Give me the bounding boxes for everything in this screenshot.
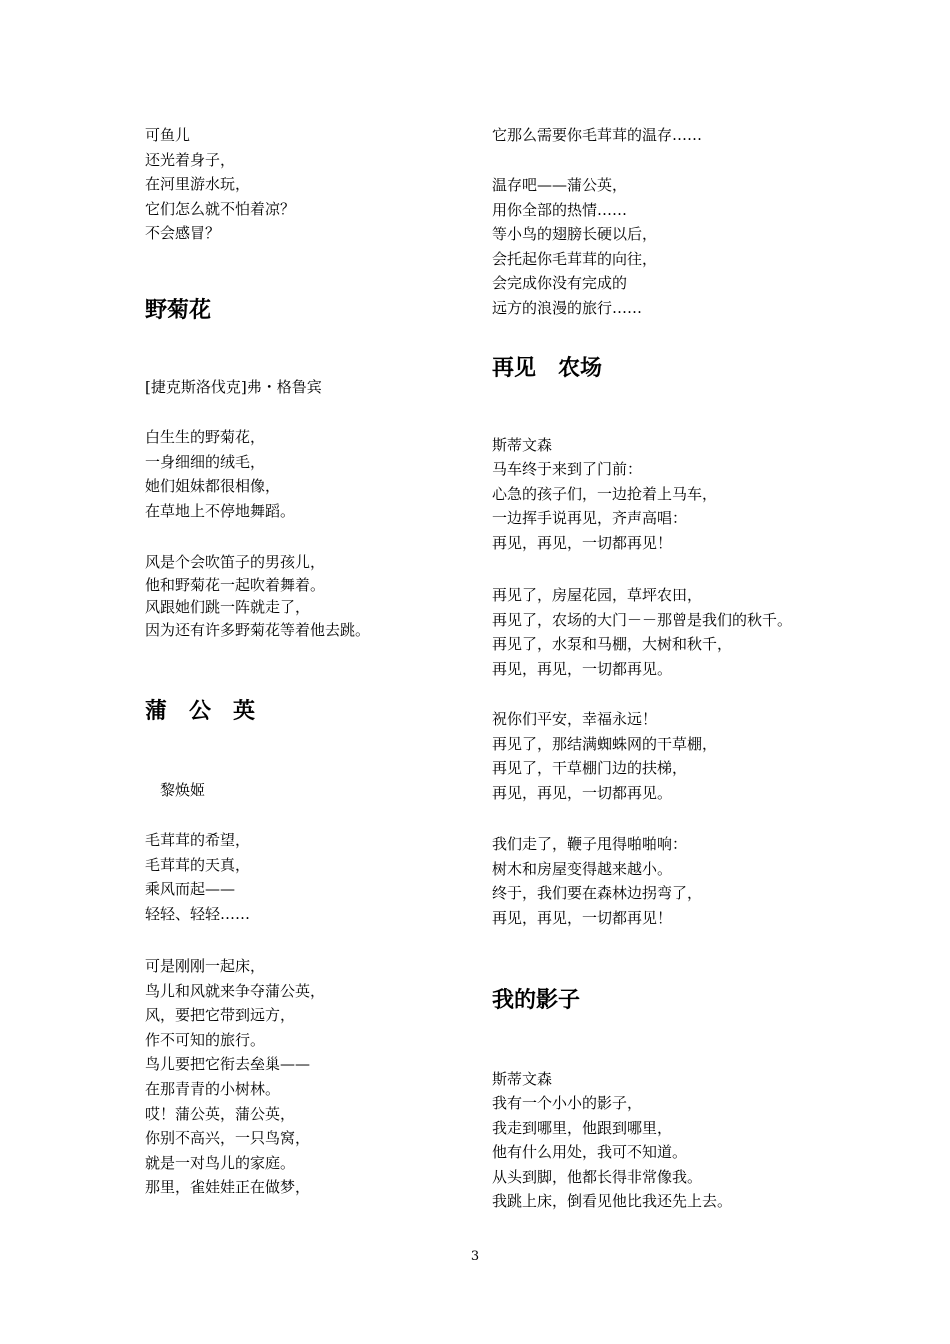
poem-line: 可是刚刚一起床， bbox=[145, 957, 266, 975]
poem-line: 心急的孩子们，一边抢着上马车， bbox=[492, 484, 718, 503]
author-goodbye-farm: 斯蒂文森 bbox=[492, 436, 553, 454]
poem-line: 轻轻、轻轻…… bbox=[145, 904, 251, 923]
dandelion-cont-stanza-b bbox=[492, 173, 657, 321]
poem-line: 在河里游水玩， bbox=[145, 175, 251, 194]
farm-stanza-3 bbox=[492, 707, 717, 805]
poem-line: 再见了，那结满蜘蛛网的干草棚， bbox=[492, 734, 718, 753]
title-my-shadow: 我的影子 bbox=[492, 988, 581, 1013]
poem-line: 一边挥手说再见，齐声高唱： bbox=[492, 509, 688, 528]
poem-line: 我跳上床，倒看见他比我还先上去。 bbox=[492, 1192, 733, 1211]
poem-line: 树木和房屋变得越来越小。 bbox=[492, 859, 673, 878]
poem-line: 再见了，干草棚门边的扶梯， bbox=[492, 759, 688, 778]
poem-line: 风跟她们跳一阵就走了， bbox=[145, 598, 311, 617]
farm-stanza-2 bbox=[492, 583, 792, 681]
farm-stanza-4 bbox=[492, 832, 702, 930]
farm-stanza-1 bbox=[492, 457, 717, 555]
poem-line: 白生生的野菊花， bbox=[145, 428, 266, 446]
poem-line: 鸟儿要把它衔去垒巢—— bbox=[145, 1055, 311, 1074]
dandelion-cont-stanza-a bbox=[492, 123, 702, 148]
poem-line: 祝你们平安，幸福永远！ bbox=[492, 710, 658, 728]
poem-line: 终于，我们要在森林边拐弯了， bbox=[492, 884, 703, 903]
dandelion-stanza-2 bbox=[145, 954, 325, 1200]
poem-line: 一身细细的绒毛， bbox=[145, 452, 266, 471]
poem-line: 马车终于来到了门前： bbox=[492, 460, 643, 478]
poem-line: 在那青青的小树林。 bbox=[145, 1079, 281, 1098]
poem-line: 再见了，农场的大门－－那曾是我们的秋千。 bbox=[492, 610, 793, 629]
poem-line: 在草地上不停地舞蹈。 bbox=[145, 501, 296, 520]
poem-line: 会托起你毛茸茸的向往， bbox=[492, 249, 658, 268]
poem-line: 我走到哪里，他跟到哪里， bbox=[492, 1118, 673, 1137]
poem-line: 毛茸茸的天真， bbox=[145, 855, 251, 874]
poem-line: 她们姐妹都很相像， bbox=[145, 477, 281, 496]
poem-line: 它们怎么就不怕着凉？ bbox=[145, 199, 296, 218]
title-goodbye-farm: 再见 农场 bbox=[492, 356, 603, 381]
poem-line: 远方的浪漫的旅行…… bbox=[492, 298, 643, 317]
poem-line: 等小鸟的翅膀长硬以后， bbox=[492, 225, 658, 244]
poem-line: 就是一对鸟儿的家庭。 bbox=[145, 1153, 296, 1172]
dandelion-stanza-1 bbox=[145, 828, 250, 926]
poem-line: 鸟儿和风就来争夺蒲公英， bbox=[145, 981, 326, 1000]
poem-line: 它那么需要你毛茸茸的温存…… bbox=[492, 126, 703, 144]
author-dandelion: 黎焕姬 bbox=[145, 781, 206, 799]
poem-line: 用你全部的热情…… bbox=[492, 200, 628, 219]
poem-line: 还光着身子， bbox=[145, 150, 236, 169]
title-dandelion: 蒲 公 英 bbox=[145, 699, 256, 724]
poem-line: 再见了，房屋花园，草坪农田， bbox=[492, 586, 703, 604]
poem-line: 他有什么用处，我可不知道。 bbox=[492, 1143, 688, 1162]
poem-line: 再见，再见，一切都再见！ bbox=[492, 908, 673, 927]
poem-line: 乘风而起—— bbox=[145, 880, 236, 899]
author-wild-daisy: [捷克斯洛伐克]弗・格鲁宾 bbox=[145, 378, 322, 396]
poem-line: 再见，再见，一切都再见！ bbox=[492, 533, 673, 552]
title-wild-daisy: 野菊花 bbox=[145, 298, 212, 323]
poem-line: 风，要把它带到远方， bbox=[145, 1006, 296, 1025]
poem-line: 作不可知的旅行。 bbox=[145, 1030, 266, 1049]
poem-line: 那里，雀娃娃正在做梦， bbox=[145, 1178, 311, 1197]
poem-line: 哎！蒲公英，蒲公英， bbox=[145, 1104, 296, 1123]
poem-line: 会完成你没有完成的 bbox=[492, 274, 628, 293]
stanza-fish bbox=[145, 123, 295, 246]
poem-line: 可鱼儿 bbox=[145, 126, 191, 144]
poem-line: 我们走了，鞭子甩得啪啪响： bbox=[492, 835, 688, 853]
poem-line: 毛茸茸的希望， bbox=[145, 831, 251, 849]
poem-line: 因为还有许多野菊花等着他去跳。 bbox=[145, 620, 371, 639]
author-my-shadow: 斯蒂文森 bbox=[492, 1070, 553, 1088]
poem-line: 再见了，水泵和马棚，大树和秋千， bbox=[492, 635, 733, 654]
shadow-stanza-1 bbox=[492, 1091, 732, 1214]
poem-line: 不会感冒？ bbox=[145, 224, 221, 243]
poem-line: 我有一个小小的影子， bbox=[492, 1094, 643, 1112]
daisy-stanza-2 bbox=[145, 551, 370, 641]
poem-line: 再见，再见，一切都再见。 bbox=[492, 783, 673, 802]
poem-line: 再见，再见，一切都再见。 bbox=[492, 659, 673, 678]
page-number: 3 bbox=[470, 1249, 480, 1264]
daisy-stanza-1 bbox=[145, 425, 295, 523]
poem-line: 你别不高兴，一只鸟窝， bbox=[145, 1129, 311, 1148]
poem-line: 温存吧——蒲公英， bbox=[492, 176, 628, 194]
poem-line: 从头到脚，他都长得非常像我。 bbox=[492, 1167, 703, 1186]
poem-line: 他和野菊花一起吹着舞着。 bbox=[145, 575, 326, 594]
poem-line: 风是个会吹笛子的男孩儿， bbox=[145, 553, 326, 571]
